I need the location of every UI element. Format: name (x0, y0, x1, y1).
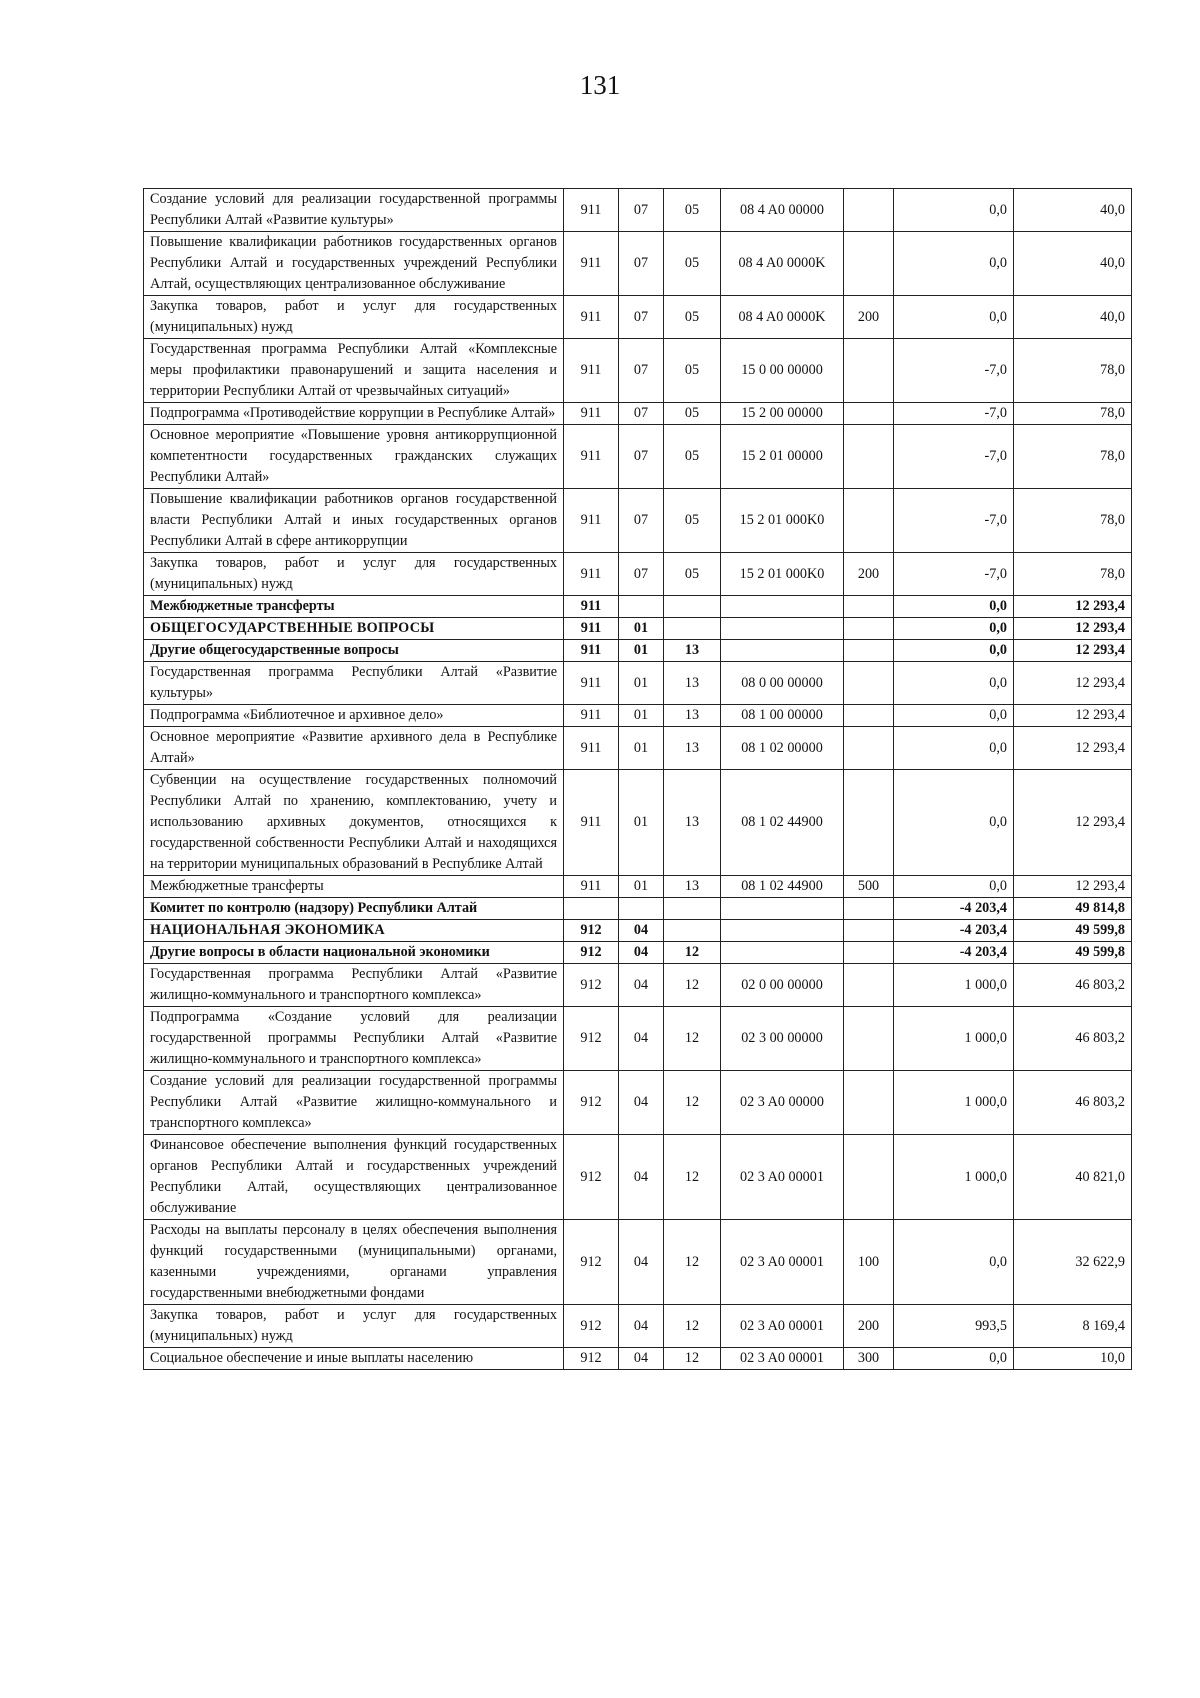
table-row (144, 596, 1132, 618)
row-section-cell: 04 (619, 1348, 664, 1370)
row-subsection-cell: 13 (664, 705, 721, 727)
row-grbs-cell: 911 (564, 596, 619, 618)
row-target-article-cell: 02 3 A0 00001 (721, 1220, 844, 1305)
row-subsection-cell: 13 (664, 640, 721, 662)
row-grbs-cell: 911 (564, 705, 619, 727)
row-section-cell: 04 (619, 1071, 664, 1135)
table-row (144, 705, 1132, 727)
table-row (144, 640, 1132, 662)
row-amount-total-cell: 12 293,4 (1014, 770, 1132, 876)
row-grbs-cell: 912 (564, 1007, 619, 1071)
row-name-cell: Межбюджетные трансферты (144, 596, 564, 618)
row-expense-type-cell: 500 (844, 876, 894, 898)
row-expense-type-cell (844, 705, 894, 727)
row-name-cell: Государственная программа Республики Алтай «Развитие жилищно-коммунального и транспортного комплекса» (144, 964, 564, 1007)
row-name-cell: Субвенции на осуществление государственных полномочий Республики Алтай по хранению, комплектованию, учету и использованию архивных документов, относящихся к государственной собственности Республики Алтай и находящихся на территории муниципальных образований в Республике Алтай (144, 770, 564, 876)
row-subsection-cell: 12 (664, 964, 721, 1007)
row-amount-change-cell: 0,0 (894, 1348, 1014, 1370)
row-grbs-cell (564, 898, 619, 920)
row-section-cell: 01 (619, 705, 664, 727)
row-subsection-cell: 13 (664, 876, 721, 898)
row-amount-total-cell: 40,0 (1014, 189, 1132, 232)
row-amount-change-cell: 0,0 (894, 705, 1014, 727)
row-amount-change-cell: 0,0 (894, 189, 1014, 232)
row-grbs-cell: 911 (564, 727, 619, 770)
row-amount-total-cell: 12 293,4 (1014, 596, 1132, 618)
row-amount-total-cell: 49 599,8 (1014, 942, 1132, 964)
row-section-cell (619, 898, 664, 920)
row-name-cell: Комитет по контролю (надзору) Республики Алтай (144, 898, 564, 920)
row-expense-type-cell (844, 618, 894, 640)
row-amount-total-cell: 78,0 (1014, 339, 1132, 403)
row-target-article-cell (721, 920, 844, 942)
row-amount-change-cell: -7,0 (894, 403, 1014, 425)
row-expense-type-cell (844, 403, 894, 425)
row-name-cell: ОБЩЕГОСУДАРСТВЕННЫЕ ВОПРОСЫ (144, 618, 564, 640)
row-expense-type-cell: 300 (844, 1348, 894, 1370)
row-expense-type-cell (844, 770, 894, 876)
row-section-cell: 07 (619, 403, 664, 425)
row-subsection-cell: 05 (664, 553, 721, 596)
row-amount-change-cell: 1 000,0 (894, 1135, 1014, 1220)
row-subsection-cell: 05 (664, 189, 721, 232)
row-name-cell: Подпрограмма «Библиотечное и архивное дело» (144, 705, 564, 727)
table-body (144, 189, 1132, 1370)
row-amount-change-cell: 1 000,0 (894, 1071, 1014, 1135)
table-row (144, 425, 1132, 489)
row-expense-type-cell: 100 (844, 1220, 894, 1305)
row-amount-total-cell: 49 599,8 (1014, 920, 1132, 942)
row-grbs-cell: 911 (564, 770, 619, 876)
table-row (144, 898, 1132, 920)
row-grbs-cell: 911 (564, 640, 619, 662)
row-amount-total-cell: 12 293,4 (1014, 618, 1132, 640)
row-amount-total-cell: 78,0 (1014, 403, 1132, 425)
row-grbs-cell: 911 (564, 403, 619, 425)
row-amount-change-cell: -7,0 (894, 339, 1014, 403)
row-amount-change-cell: 1 000,0 (894, 1007, 1014, 1071)
row-name-cell: Закупка товаров, работ и услуг для государственных (муниципальных) нужд (144, 1305, 564, 1348)
row-target-article-cell: 02 3 A0 00001 (721, 1135, 844, 1220)
row-target-article-cell: 08 0 00 00000 (721, 662, 844, 705)
row-target-article-cell: 15 2 00 00000 (721, 403, 844, 425)
row-name-cell: Расходы на выплаты персоналу в целях обеспечения выполнения функций государственными (муниципальными) органами, казенными учреждениями, органами управления государственными внебюджетными фондами (144, 1220, 564, 1305)
row-expense-type-cell (844, 942, 894, 964)
row-section-cell: 07 (619, 425, 664, 489)
row-grbs-cell: 912 (564, 1220, 619, 1305)
row-target-article-cell: 08 4 A0 0000K (721, 296, 844, 339)
row-target-article-cell: 08 4 A0 00000 (721, 189, 844, 232)
row-section-cell: 04 (619, 1135, 664, 1220)
row-section-cell: 07 (619, 339, 664, 403)
row-amount-total-cell: 12 293,4 (1014, 876, 1132, 898)
row-section-cell: 07 (619, 232, 664, 296)
row-expense-type-cell (844, 1007, 894, 1071)
row-amount-total-cell: 12 293,4 (1014, 640, 1132, 662)
row-amount-change-cell: 0,0 (894, 727, 1014, 770)
row-amount-total-cell: 46 803,2 (1014, 1071, 1132, 1135)
row-section-cell: 04 (619, 1305, 664, 1348)
row-section-cell: 01 (619, 618, 664, 640)
row-expense-type-cell: 200 (844, 1305, 894, 1348)
row-subsection-cell: 05 (664, 296, 721, 339)
table-row (144, 189, 1132, 232)
row-grbs-cell: 911 (564, 662, 619, 705)
table-row (144, 876, 1132, 898)
row-expense-type-cell: 200 (844, 296, 894, 339)
row-section-cell: 01 (619, 662, 664, 705)
row-amount-total-cell: 40,0 (1014, 232, 1132, 296)
row-section-cell: 01 (619, 770, 664, 876)
row-expense-type-cell (844, 232, 894, 296)
row-target-article-cell: 08 1 02 44900 (721, 770, 844, 876)
row-target-article-cell: 02 3 A0 00001 (721, 1305, 844, 1348)
row-name-cell: Другие вопросы в области национальной экономики (144, 942, 564, 964)
row-expense-type-cell (844, 1071, 894, 1135)
row-expense-type-cell (844, 920, 894, 942)
row-subsection-cell (664, 618, 721, 640)
row-section-cell: 04 (619, 920, 664, 942)
row-target-article-cell: 02 0 00 00000 (721, 964, 844, 1007)
row-amount-total-cell: 12 293,4 (1014, 662, 1132, 705)
table-row (144, 553, 1132, 596)
row-expense-type-cell (844, 727, 894, 770)
row-name-cell: Создание условий для реализации государственной программы Республики Алтай «Развитие культуры» (144, 189, 564, 232)
row-expense-type-cell (844, 662, 894, 705)
row-grbs-cell: 912 (564, 1071, 619, 1135)
row-section-cell: 01 (619, 727, 664, 770)
row-section-cell: 07 (619, 189, 664, 232)
row-target-article-cell: 08 1 02 00000 (721, 727, 844, 770)
row-amount-change-cell: 0,0 (894, 640, 1014, 662)
table-row (144, 770, 1132, 876)
row-section-cell: 04 (619, 942, 664, 964)
row-name-cell: Подпрограмма «Создание условий для реализации государственной программы Республики Алтай «Развитие жилищно-коммунального и транспортного комплекса» (144, 1007, 564, 1071)
row-amount-change-cell: -4 203,4 (894, 898, 1014, 920)
row-amount-total-cell: 78,0 (1014, 553, 1132, 596)
row-amount-change-cell: 0,0 (894, 770, 1014, 876)
row-subsection-cell: 05 (664, 339, 721, 403)
row-amount-change-cell: 1 000,0 (894, 964, 1014, 1007)
row-name-cell: Повышение квалификации работников органов государственной власти Республики Алтай и иных государственных органов Республики Алтай в сфере антикоррупции (144, 489, 564, 553)
row-expense-type-cell (844, 489, 894, 553)
row-subsection-cell: 13 (664, 770, 721, 876)
table-row (144, 1071, 1132, 1135)
row-expense-type-cell (844, 425, 894, 489)
row-target-article-cell: 08 4 A0 0000K (721, 232, 844, 296)
row-name-cell: НАЦИОНАЛЬНАЯ ЭКОНОМИКА (144, 920, 564, 942)
row-name-cell: Закупка товаров, работ и услуг для государственных (муниципальных) нужд (144, 296, 564, 339)
row-name-cell: Создание условий для реализации государственной программы Республики Алтай «Развитие жилищно-коммунального и транспортного комплекса» (144, 1071, 564, 1135)
row-subsection-cell: 05 (664, 232, 721, 296)
row-amount-total-cell: 12 293,4 (1014, 705, 1132, 727)
row-subsection-cell: 12 (664, 1071, 721, 1135)
table-row (144, 296, 1132, 339)
row-subsection-cell: 05 (664, 403, 721, 425)
row-grbs-cell: 912 (564, 1305, 619, 1348)
row-expense-type-cell (844, 964, 894, 1007)
row-name-cell: Государственная программа Республики Алтай «Комплексные меры профилактики правонарушений и защита населения и территории Республики Алтай от чрезвычайных ситуаций» (144, 339, 564, 403)
table-row (144, 1305, 1132, 1348)
row-expense-type-cell: 200 (844, 553, 894, 596)
row-grbs-cell: 912 (564, 1135, 619, 1220)
row-subsection-cell: 12 (664, 1007, 721, 1071)
table-row (144, 232, 1132, 296)
row-section-cell: 04 (619, 964, 664, 1007)
row-section-cell: 07 (619, 489, 664, 553)
row-amount-change-cell: 0,0 (894, 232, 1014, 296)
row-target-article-cell: 08 1 00 00000 (721, 705, 844, 727)
row-name-cell: Основное мероприятие «Развитие архивного дела в Республике Алтай» (144, 727, 564, 770)
row-target-article-cell: 08 1 02 44900 (721, 876, 844, 898)
row-grbs-cell: 912 (564, 942, 619, 964)
row-amount-change-cell: -7,0 (894, 553, 1014, 596)
row-amount-total-cell: 46 803,2 (1014, 1007, 1132, 1071)
row-subsection-cell: 12 (664, 1305, 721, 1348)
row-amount-total-cell: 32 622,9 (1014, 1220, 1132, 1305)
row-amount-change-cell: -7,0 (894, 425, 1014, 489)
row-amount-total-cell: 10,0 (1014, 1348, 1132, 1370)
row-subsection-cell: 12 (664, 942, 721, 964)
table-row (144, 339, 1132, 403)
row-target-article-cell (721, 942, 844, 964)
table-row (144, 489, 1132, 553)
row-section-cell: 04 (619, 1007, 664, 1071)
row-grbs-cell: 911 (564, 876, 619, 898)
table-row (144, 662, 1132, 705)
row-name-cell: Финансовое обеспечение выполнения функций государственных органов Республики Алтай и государственных учреждений Республики Алтай, осуществляющих централизованное обслуживание (144, 1135, 564, 1220)
table-row (144, 1220, 1132, 1305)
row-section-cell (619, 596, 664, 618)
row-target-article-cell (721, 596, 844, 618)
row-name-cell: Социальное обеспечение и иные выплаты населению (144, 1348, 564, 1370)
row-target-article-cell: 02 3 A0 00000 (721, 1071, 844, 1135)
row-amount-change-cell: 0,0 (894, 618, 1014, 640)
row-name-cell: Межбюджетные трансферты (144, 876, 564, 898)
row-grbs-cell: 912 (564, 920, 619, 942)
row-name-cell: Государственная программа Республики Алтай «Развитие культуры» (144, 662, 564, 705)
row-section-cell: 01 (619, 876, 664, 898)
table-row (144, 920, 1132, 942)
row-amount-change-cell: -4 203,4 (894, 920, 1014, 942)
row-section-cell: 04 (619, 1220, 664, 1305)
row-target-article-cell: 02 3 00 00000 (721, 1007, 844, 1071)
row-subsection-cell (664, 898, 721, 920)
row-name-cell: Закупка товаров, работ и услуг для государственных (муниципальных) нужд (144, 553, 564, 596)
row-amount-total-cell: 78,0 (1014, 425, 1132, 489)
row-subsection-cell: 13 (664, 727, 721, 770)
row-subsection-cell: 05 (664, 489, 721, 553)
row-section-cell: 07 (619, 296, 664, 339)
row-amount-total-cell: 40 821,0 (1014, 1135, 1132, 1220)
row-target-article-cell: 15 2 01 00000 (721, 425, 844, 489)
row-target-article-cell: 15 2 01 000K0 (721, 489, 844, 553)
row-target-article-cell (721, 640, 844, 662)
table-row (144, 1348, 1132, 1370)
row-target-article-cell (721, 898, 844, 920)
row-amount-total-cell: 40,0 (1014, 296, 1132, 339)
row-amount-change-cell: -7,0 (894, 489, 1014, 553)
row-grbs-cell: 911 (564, 339, 619, 403)
table-row (144, 942, 1132, 964)
row-amount-total-cell: 49 814,8 (1014, 898, 1132, 920)
row-grbs-cell: 911 (564, 489, 619, 553)
row-subsection-cell: 12 (664, 1220, 721, 1305)
row-grbs-cell: 912 (564, 1348, 619, 1370)
row-subsection-cell: 13 (664, 662, 721, 705)
row-name-cell: Другие общегосударственные вопросы (144, 640, 564, 662)
row-subsection-cell (664, 596, 721, 618)
row-grbs-cell: 911 (564, 189, 619, 232)
row-name-cell: Основное мероприятие «Повышение уровня антикоррупционной компетентности государственных гражданских служащих Республики Алтай» (144, 425, 564, 489)
row-subsection-cell: 05 (664, 425, 721, 489)
row-target-article-cell: 15 2 01 000K0 (721, 553, 844, 596)
row-subsection-cell: 12 (664, 1348, 721, 1370)
row-expense-type-cell (844, 339, 894, 403)
row-amount-change-cell: 0,0 (894, 876, 1014, 898)
row-amount-change-cell: 0,0 (894, 296, 1014, 339)
row-grbs-cell: 911 (564, 553, 619, 596)
budget-table (143, 188, 1132, 1370)
row-grbs-cell: 912 (564, 964, 619, 1007)
row-name-cell: Повышение квалификации работников государственных органов Республики Алтай и государственных учреждений Республики Алтай, осуществляющих централизованное обслуживание (144, 232, 564, 296)
row-subsection-cell: 12 (664, 1135, 721, 1220)
row-name-cell: Подпрограмма «Противодействие коррупции в Республике Алтай» (144, 403, 564, 425)
table-row (144, 403, 1132, 425)
row-grbs-cell: 911 (564, 425, 619, 489)
row-amount-change-cell: 0,0 (894, 1220, 1014, 1305)
row-grbs-cell: 911 (564, 232, 619, 296)
row-expense-type-cell (844, 596, 894, 618)
row-grbs-cell: 911 (564, 296, 619, 339)
row-expense-type-cell (844, 1135, 894, 1220)
row-grbs-cell: 911 (564, 618, 619, 640)
table-row (144, 964, 1132, 1007)
row-expense-type-cell (844, 189, 894, 232)
table-row (144, 727, 1132, 770)
row-amount-total-cell: 12 293,4 (1014, 727, 1132, 770)
page-number: 131 (579, 70, 621, 100)
row-amount-change-cell: 0,0 (894, 662, 1014, 705)
row-subsection-cell (664, 920, 721, 942)
table-row (144, 1135, 1132, 1220)
row-expense-type-cell (844, 898, 894, 920)
row-section-cell: 07 (619, 553, 664, 596)
row-target-article-cell: 02 3 A0 00001 (721, 1348, 844, 1370)
row-amount-total-cell: 78,0 (1014, 489, 1132, 553)
table-row (144, 618, 1132, 640)
row-expense-type-cell (844, 640, 894, 662)
row-amount-total-cell: 8 169,4 (1014, 1305, 1132, 1348)
row-target-article-cell (721, 618, 844, 640)
row-amount-change-cell: 0,0 (894, 596, 1014, 618)
row-amount-change-cell: 993,5 (894, 1305, 1014, 1348)
row-amount-total-cell: 46 803,2 (1014, 964, 1132, 1007)
row-amount-change-cell: -4 203,4 (894, 942, 1014, 964)
table-row (144, 1007, 1132, 1071)
row-target-article-cell: 15 0 00 00000 (721, 339, 844, 403)
row-section-cell: 01 (619, 640, 664, 662)
